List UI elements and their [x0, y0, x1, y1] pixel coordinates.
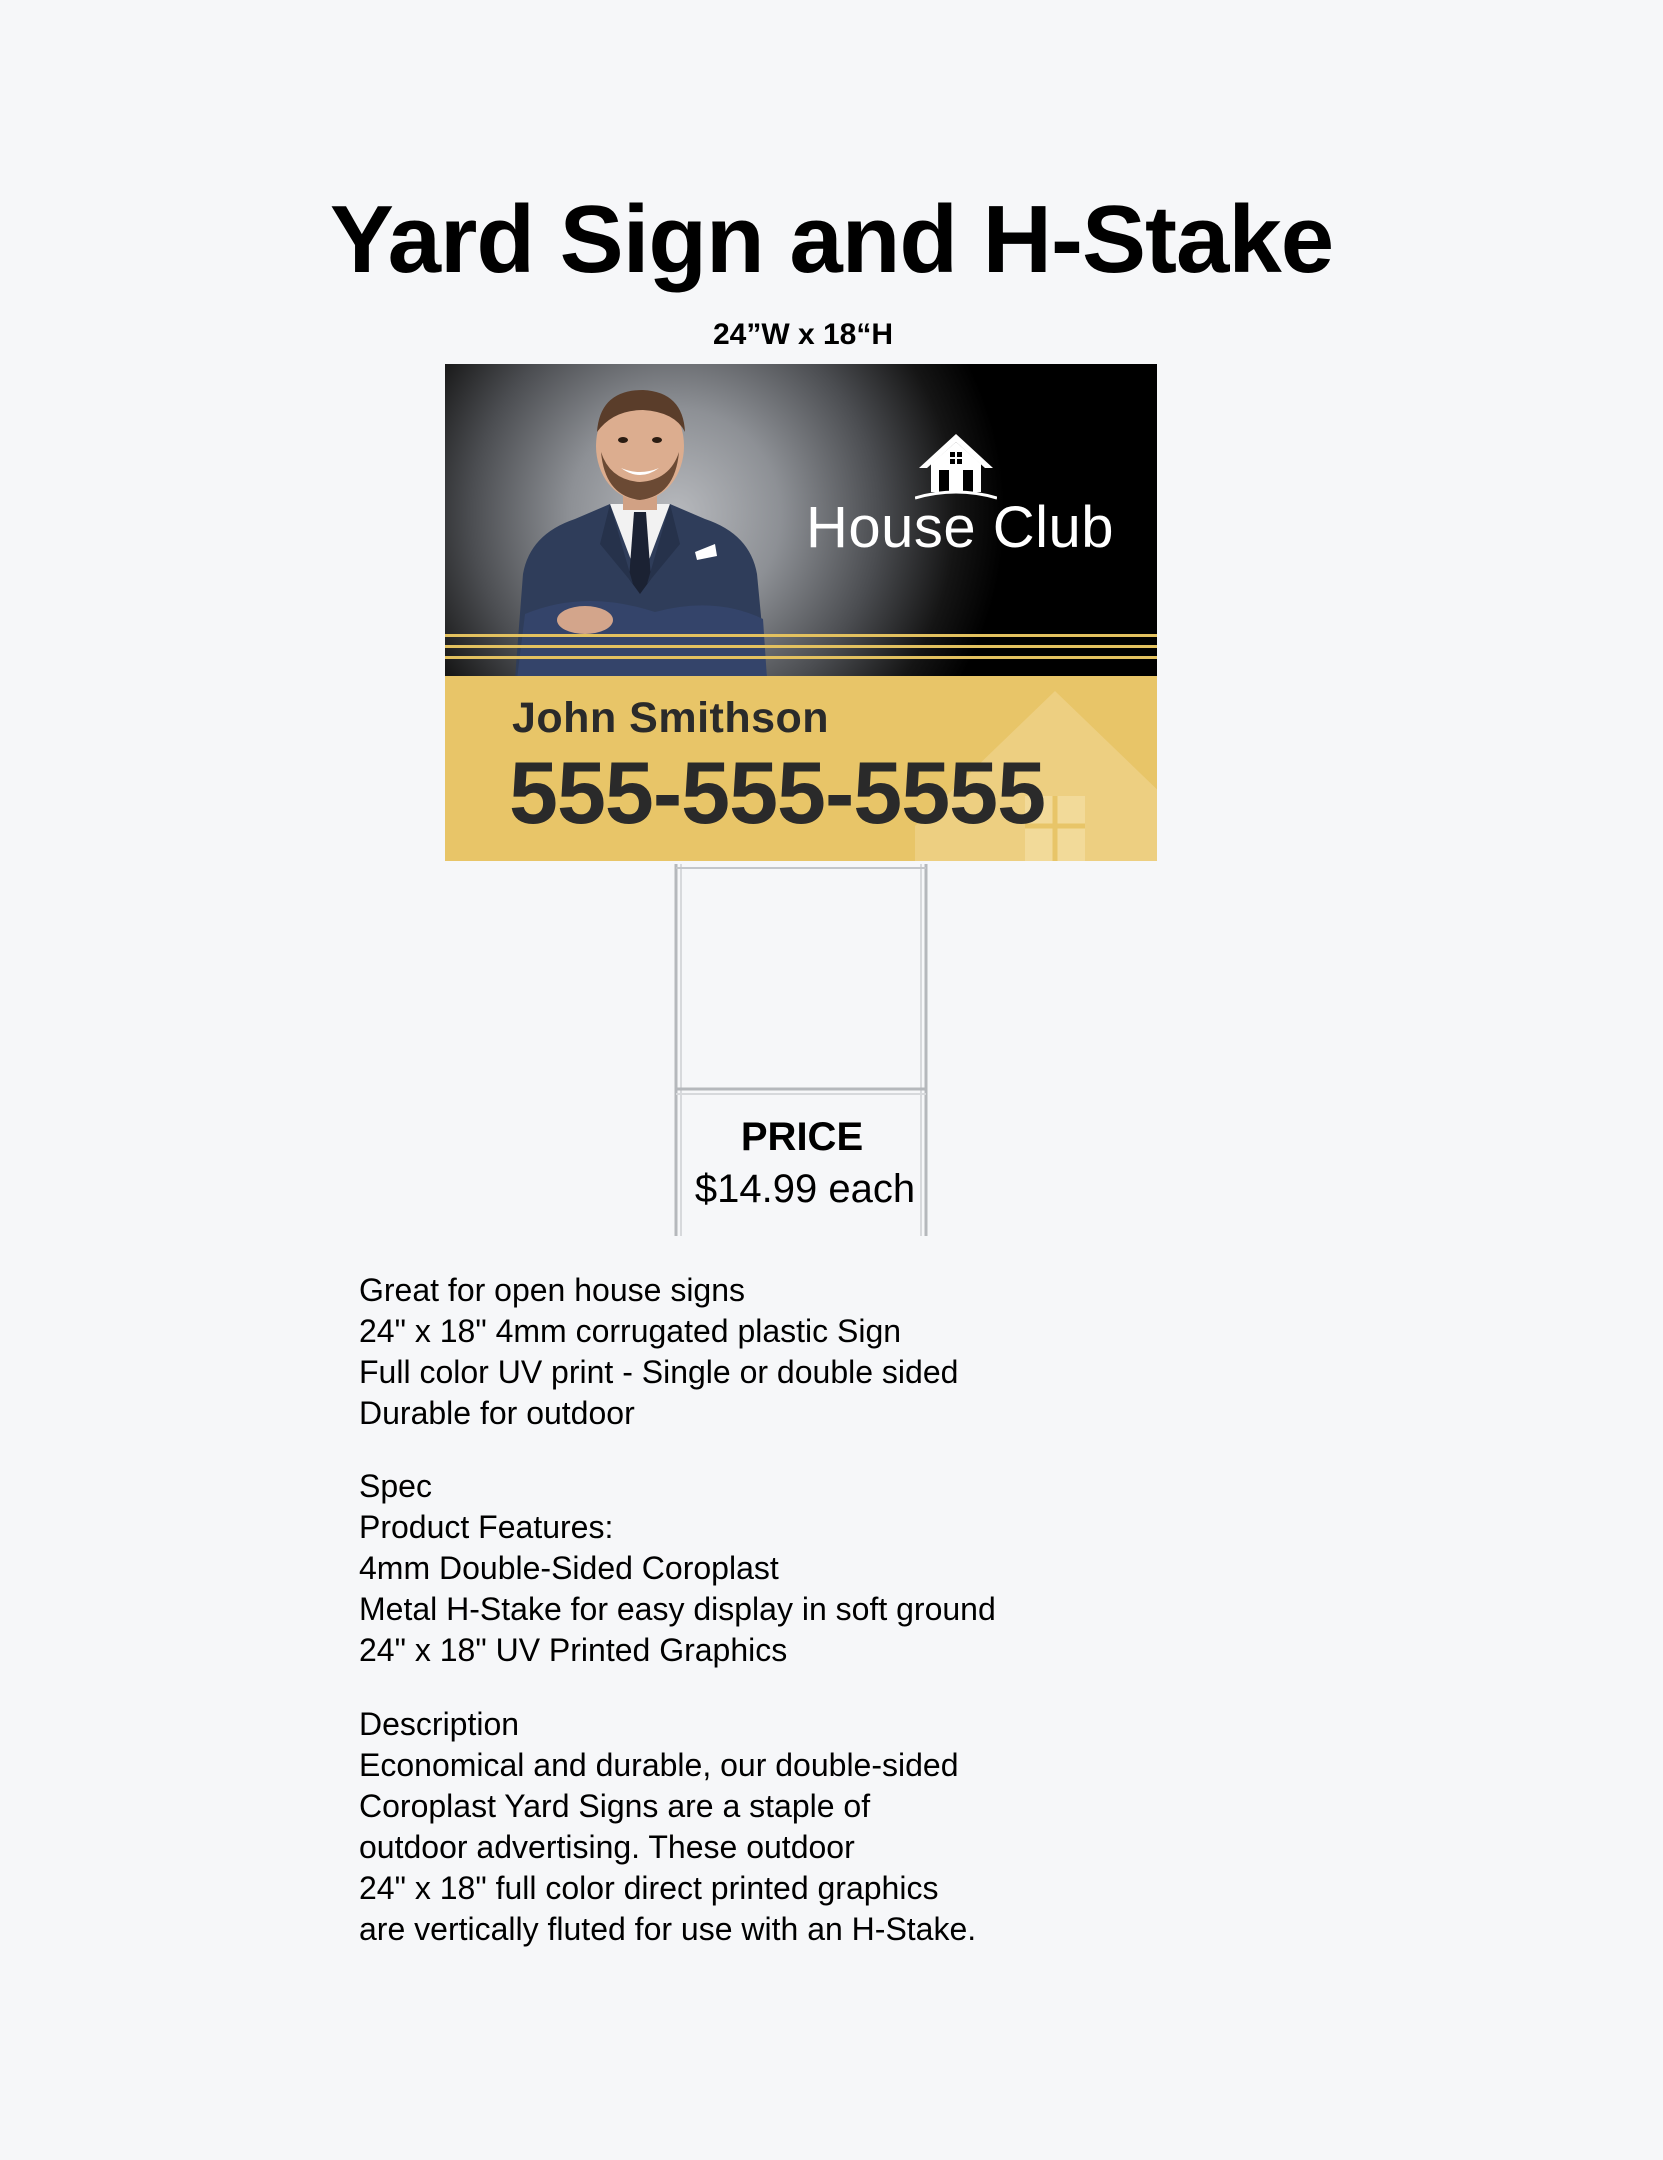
features-line: 24" x 18" 4mm corrugated plastic Sign — [359, 1313, 902, 1349]
description-line: Coroplast Yard Signs are a staple of — [359, 1788, 871, 1824]
brand-name: House Club — [805, 495, 1115, 560]
description-line: outdoor advertising. These outdoor — [359, 1829, 855, 1865]
spec-line: 4mm Double-Sided Coroplast — [359, 1550, 779, 1586]
spec-heading: Spec — [359, 1468, 432, 1504]
agent-name: John Smithson — [512, 694, 830, 742]
house-icon — [915, 430, 997, 500]
description-line: 24" x 18" full color direct printed graphics — [359, 1870, 939, 1906]
sign-bottom-panel — [445, 676, 1157, 861]
spec-line: Metal H-Stake for easy display in soft ground — [359, 1591, 996, 1627]
gold-stripes — [445, 634, 1157, 676]
spec-line: 24" x 18" UV Printed Graphics — [359, 1632, 788, 1668]
features-line: Full color UV print - Single or double sided — [359, 1354, 959, 1390]
spec-line: Product Features: — [359, 1509, 614, 1545]
features-list — [359, 1270, 958, 1434]
description-line: are vertically fluted for use with an H-Stake. — [359, 1911, 977, 1947]
price-label: PRICE — [740, 1115, 864, 1159]
description-heading: Description — [359, 1706, 520, 1742]
spec-section — [359, 1466, 996, 1671]
page-title: Yard Sign and H-Stake — [329, 186, 1334, 293]
sign-dimensions: 24”W x 18“H — [712, 318, 894, 351]
features-line: Durable for outdoor — [359, 1395, 635, 1431]
description-line: Economical and durable, our double-sided — [359, 1747, 959, 1783]
agent-phone: 555-555-5555 — [509, 743, 1046, 842]
features-line: Great for open house signs — [359, 1272, 746, 1308]
price-value: $14.99 each — [694, 1167, 916, 1211]
description-section — [359, 1704, 976, 1950]
yard-sign — [445, 364, 1157, 861]
